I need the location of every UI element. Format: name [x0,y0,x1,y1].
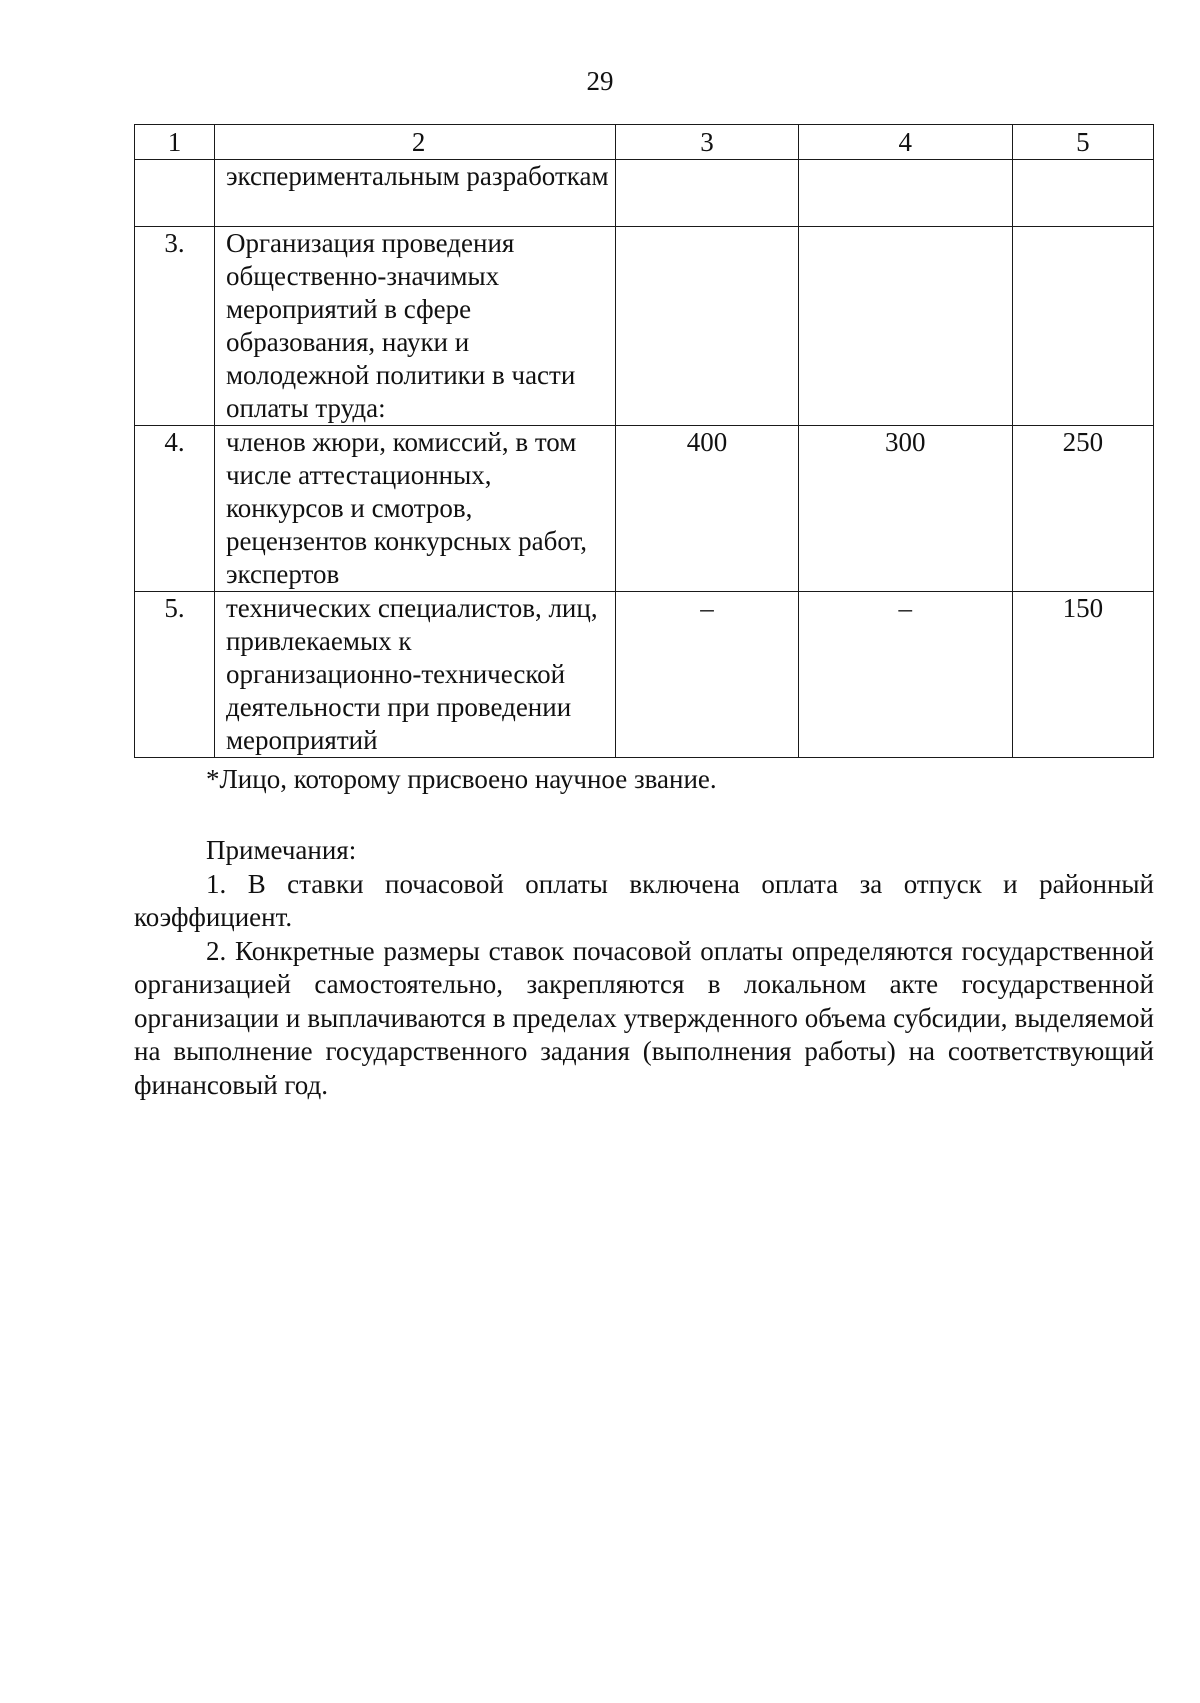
row-number [135,160,215,227]
table-header-row [135,125,1154,160]
table-row [135,592,1154,758]
row-value-3: 400 [616,426,799,592]
row-value-4: 300 [798,426,1012,592]
row-value-3 [616,160,799,227]
note-item: 1. В ставки почасовой оплаты включена оплата за отпуск и районный коэффициент. [134,868,1154,932]
column-header-1: 1 [135,125,215,160]
row-text: экспериментальным разработкам [214,160,615,227]
column-header-5: 5 [1012,125,1153,160]
row-value-3 [616,227,799,426]
column-header-4: 4 [798,125,1012,160]
rates-table [134,124,1154,758]
row-value-3: – [616,592,799,758]
table-row [135,227,1154,426]
column-header-3: 3 [616,125,799,160]
notes-section [134,834,1154,1102]
note-item: 2. Конкретные размеры ставок почасовой оплаты определяются государственной организацией самостоятельно, закрепляются в локальном акте государственной организации и выплачиваются в пределах утвержденного объема субсидии, выделяемой на выполнение государственного задания (выполнения работы) на соответствующий финансовый год. [134,935,1154,1100]
row-value-4: – [798,592,1012,758]
page-number: 29 [586,66,614,96]
table-row [135,160,1154,227]
row-value-5 [1012,227,1153,426]
notes-title: Примечания: [206,835,357,865]
row-value-5: 150 [1012,592,1153,758]
table-row [135,426,1154,592]
row-number: 4. [135,426,215,592]
row-value-5 [1012,160,1153,227]
row-value-4 [798,160,1012,227]
row-text: Организация проведения общественно-значимых мероприятий в сфере образования, науки и молодежной политики в части оплаты труда: [214,227,615,426]
row-number: 5. [135,592,215,758]
row-text: технических специалистов, лиц, привлекаемых к организационно-технической деятельности при проведении мероприятий [214,592,615,758]
row-value-4 [798,227,1012,426]
row-text: членов жюри, комиссий, в том числе аттестационных, конкурсов и смотров, рецензентов конкурсных работ, экспертов [214,426,615,592]
row-number: 3. [135,227,215,426]
row-value-5: 250 [1012,426,1153,592]
column-header-2: 2 [214,125,615,160]
footnote: *Лицо, которому присвоено научное звание. [206,764,717,794]
